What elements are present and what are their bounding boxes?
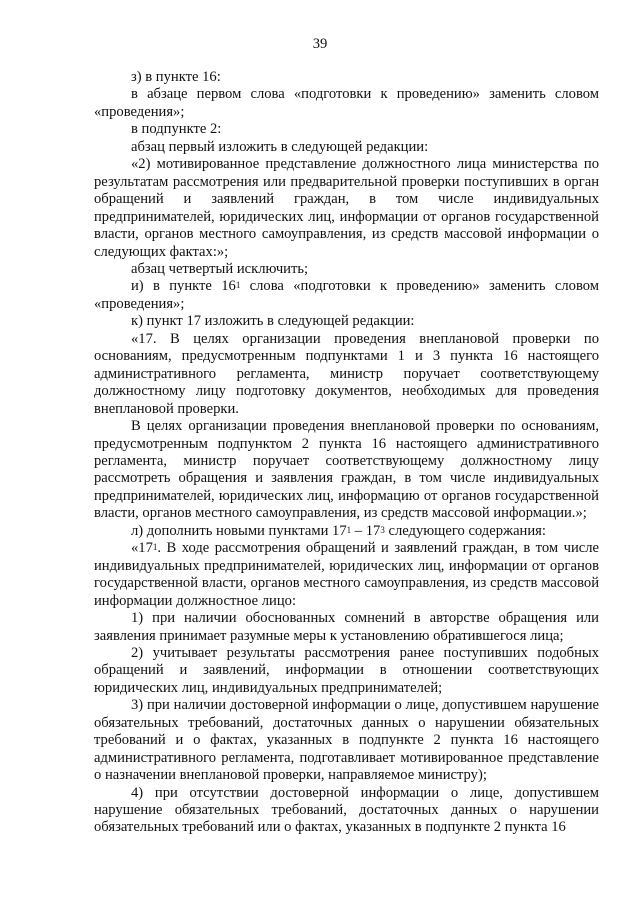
paragraph-item-1: 1) при наличии обоснованных сомнений в авторстве обращения или заявления принимает разумные меры к установлению обратившегося лица; [94,610,599,644]
paragraph-fourth-abzac-excluded: абзац четвертый исключить; [131,260,309,277]
clause-l-text-middle: – 17 [351,522,381,539]
paragraph-point-17-1 [94,540,599,610]
paragraph-point-17-second: В целях организации проведения внеплановой проверки по основаниям, предусмотренным подпунктом 2 пункта 16 настоящего административного регламента, министр поручает соответствующему должностному лицу рассмотреть обращения и заявления граждан, в том числе индивидуальных предпринимателей, юридических лиц, информацию от органов государственной власти, органов местного самоуправления, из средств массовой информации.»; [94,418,599,522]
clause-i-text-after: слова «подготовки к проведению» заменить словом «проведения»; [94,278,599,312]
point-17-1-superscript: 1 [152,542,158,553]
point-17-1-text-after: . В ходе рассмотрения обращений и заявлений граждан, в том числе индивидуальных предпринимателей, юридических лиц, информации от органов государственной власти, органов местного самоуправления, из средств массовой информации должностное лицо: [94,540,599,609]
paragraph-subpoint-2: в подпункте 2: [131,121,222,138]
document-body [94,69,599,837]
clause-i-superscript: 1 [235,280,241,291]
paragraph-clause-z: з) в пункте 16: [131,69,221,85]
page-number: 39 [312,36,328,52]
paragraph-motivated-representation: «2) мотивированное представление должностного лица министерства по результатам рассмотрения или предварительной проверки поступивших в орган обращений и заявлений граждан, в том числе индивидуальных предпринимателей, юридических лиц, информации от органов государственной власти, органов местного самоуправления, из средств массовой информации о следующих фактах:»; [94,156,599,260]
paragraph-clause-l [94,523,599,540]
clause-l-superscript-end: 3 [380,524,385,535]
paragraph-item-3: 3) при наличии достоверной информации о лице, допустившем нарушение обязательных требований, достаточных данных о нарушении обязательных требований и о фактах, указанных в подпункте 2 пункта 16 настоящего административного регламента, подготавливает мотивированное представление о назначении внеплановой проверки, направляемое министру); [94,697,599,784]
point-17-1-text-before: «17 [131,540,153,557]
paragraph-item-2: 2) учитывает результаты рассмотрения ранее поступивших подобных обращений и заявлений, информации в отношении соответствующих юридических лиц, индивидуальных предпринимателей; [94,644,599,696]
clause-l-text-before: л) дополнить новыми пунктами 17 [131,522,347,539]
clause-i-text-before: и) в пункте 16 [131,278,236,295]
paragraph-item-4: 4) при отсутствии достоверной информации о лице, допустившем нарушение обязательных требований, достаточных данных о нарушении обязательных требований или о фактах, указанных в подпункте 2 пункта 16 [94,784,599,836]
paragraph-first-abzac: абзац первый изложить в следующей редакции: [131,138,429,155]
paragraph-point-17: «17. В целях организации проведения внеплановой проверки по основаниям, предусмотренным подпунктами 1 и 3 пункта 16 настоящего административного регламента, министр поручает соответствующему должностному лицу подготовку документов, необходимых для проведения внеплановой проверки. [94,330,599,417]
paragraph-replace-words: в абзаце первом слова «подготовки к проведению» заменить словом «проведения»; [94,86,599,120]
paragraph-clause-k: к) пункт 17 изложить в следующей редакции: [131,313,415,330]
paragraph-clause-i [94,278,599,313]
clause-l-text-after: следующего содержания: [384,522,546,539]
clause-l-superscript-start: 1 [346,524,352,535]
